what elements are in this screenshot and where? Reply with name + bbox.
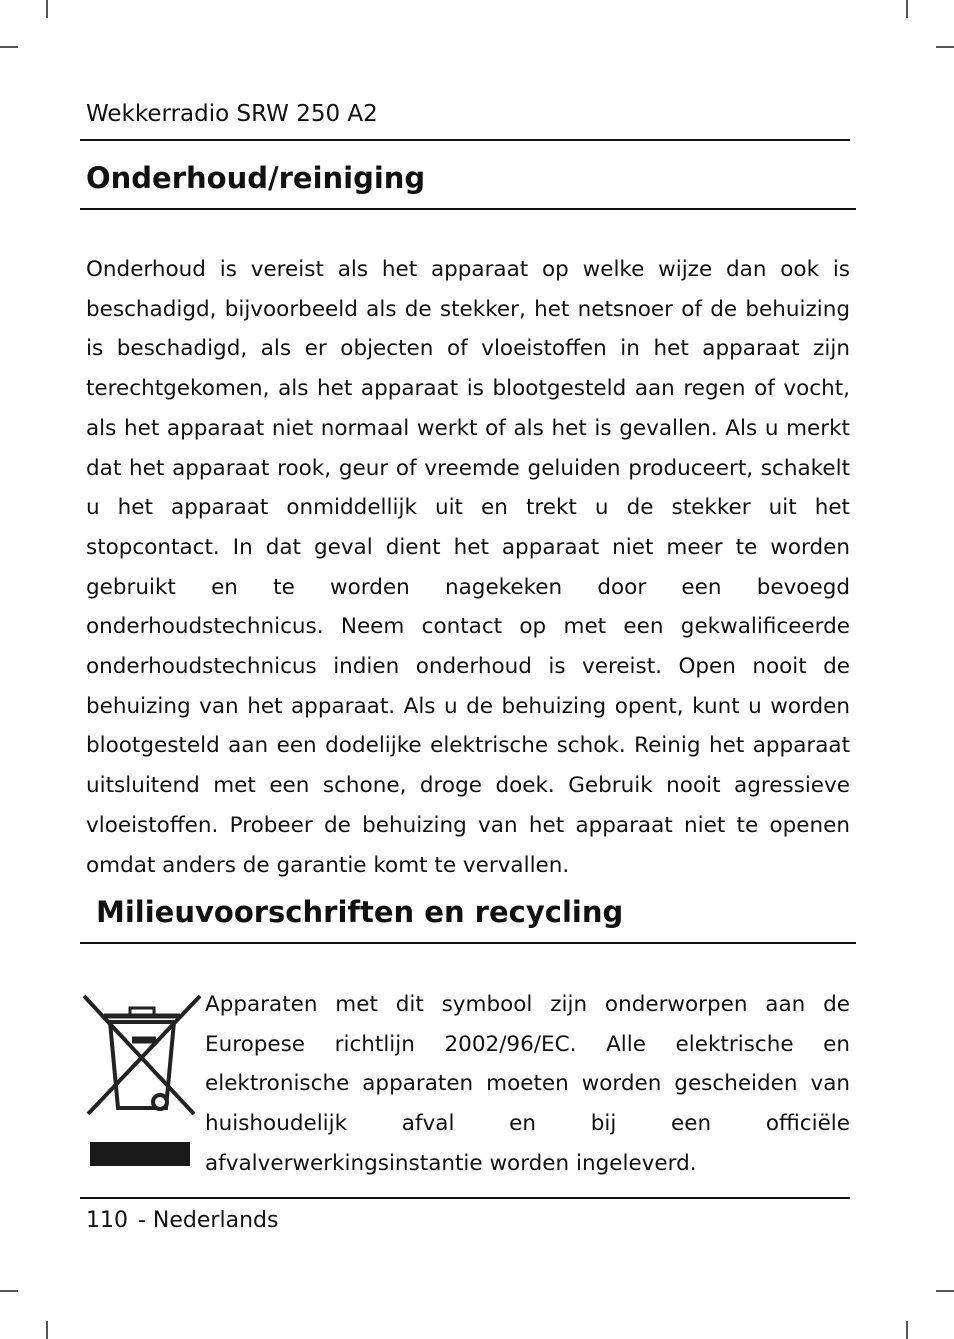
crop-mark xyxy=(46,0,48,18)
section-heading-environment: Milieuvoorschriften en recycling xyxy=(96,895,624,929)
crop-mark xyxy=(936,46,954,48)
header-rule xyxy=(80,139,850,141)
crop-mark xyxy=(46,1321,48,1339)
footer-rule xyxy=(80,1197,850,1199)
crop-mark xyxy=(936,1290,954,1292)
section-heading-maintenance: Onderhoud/reiniging xyxy=(86,161,426,195)
heading-rule xyxy=(80,208,856,210)
crossed-out-wheelie-bin-icon xyxy=(80,990,204,1170)
page-number: 110 xyxy=(86,1208,128,1233)
footer-language: - Nederlands xyxy=(138,1208,279,1233)
heading-rule xyxy=(80,942,856,944)
crop-mark xyxy=(0,1290,18,1292)
page-footer xyxy=(86,1207,288,1235)
environment-paragraph: Apparaten met dit symbool zijn onderworpen aan de Europese richtlijn 2002/96/EC. Alle elektrische en elektronische apparaten moeten worden gescheiden van huishoudelijk afval en bij een officiële afvalverwerkingsinstantie worden ingeleverd. xyxy=(205,992,850,1176)
crop-mark xyxy=(0,46,18,48)
crop-mark xyxy=(906,0,908,18)
running-header: Wekkerradio SRW 250 A2 xyxy=(86,101,378,127)
maintenance-paragraph: Onderhoud is vereist als het apparaat op welke wijze dan ook is beschadigd, bijvoorbeeld als de stekker, het netsnoer of de behuizing is beschadigd, als er objecten of vloeistoffen in het apparaat zijn terechtgekomen, als het apparaat is blootgesteld aan regen of vocht, als het apparaat niet normaal werkt of als het is gevallen. Als u merkt dat het apparaat rook, geur of vreemde geluiden produceert, schakelt u het apparaat onmiddellijk uit en trekt u de stekker uit het stopcontact. In dat geval dient het apparaat niet meer te worden gebruikt en te worden nagekeken door een bevoegd onderhoudstechnicus. Neem contact op met een gekwalificeerde onderhoudstechnicus indien onderhoud is vereist. Open nooit de behuizing van het apparaat. Als u de behuizing opent, kunt u worden blootgesteld aan een dodelijke elektrische schok. Reinig het apparaat uitsluitend met een schone, droge doek. Gebruik nooit agressieve vloeistoffen. Probeer de behuizing van het apparaat niet te openen omdat anders de garantie komt te vervallen. xyxy=(86,257,850,878)
crop-mark xyxy=(906,1321,908,1339)
